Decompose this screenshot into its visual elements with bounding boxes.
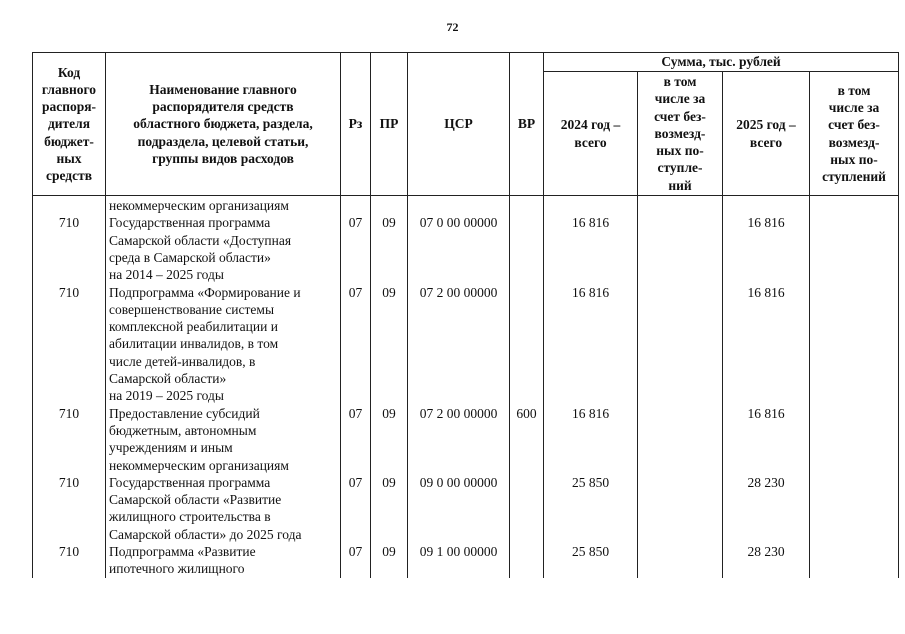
- row-rz: 07: [341, 543, 371, 578]
- row-2024-gratuitous: [638, 284, 723, 405]
- row-2025-gratuitous: [810, 405, 899, 474]
- row-2025-total: 16 816: [723, 284, 810, 405]
- row-2024-total: 25 850: [544, 474, 638, 543]
- table-body: [33, 196, 899, 578]
- row-code: 710: [33, 284, 106, 405]
- row-vr: 600: [510, 405, 544, 474]
- table-row: [33, 214, 899, 283]
- header-2025-total: 2025 год – всего: [723, 72, 810, 196]
- header-sum: Сумма, тыс. рублей: [544, 53, 899, 72]
- row-rz: 07: [341, 405, 371, 474]
- row-2025-total: 28 230: [723, 474, 810, 543]
- row-pr: 09: [371, 474, 408, 543]
- row-name: Предоставление субсидий бюджетным, автономным учреждениям и иным некоммерческим организациям: [106, 405, 341, 474]
- row-vr: [510, 284, 544, 405]
- header-2025-gratuitous: в том числе за счет без- возмезд- ных по- ступлений: [810, 72, 899, 196]
- row-rz: 07: [341, 474, 371, 543]
- continuation-row: [33, 196, 899, 215]
- row-csr: 07 2 00 00000: [408, 284, 510, 405]
- row-2025-gratuitous: [810, 474, 899, 543]
- row-name: Государственная программа Самарской области «Доступная среда в Самарской области» на 2014 – 2025 годы: [106, 214, 341, 283]
- row-code: 710: [33, 543, 106, 578]
- page-number: 72: [446, 20, 459, 34]
- row-2025-total: 16 816: [723, 405, 810, 474]
- row-2024-total: 16 816: [544, 284, 638, 405]
- row-2025-gratuitous: [810, 214, 899, 283]
- row-name: Подпрограмма «Формирование и совершенствование системы комплексной реабилитации и абилитации инвалидов, в том числе детей-инвалидов, в Самарской области» на 2019 – 2025 годы: [106, 284, 341, 405]
- row-csr: 09 1 00 00000: [408, 543, 510, 578]
- row-2025-total: 16 816: [723, 214, 810, 283]
- row-2025-gratuitous: [810, 543, 899, 578]
- row-rz: 07: [341, 284, 371, 405]
- row-vr: [510, 214, 544, 283]
- row-rz: 07: [341, 214, 371, 283]
- row-2025-gratuitous: [810, 284, 899, 405]
- row-name: Государственная программа Самарской области «Развитие жилищного строительства в Самарской области» до 2025 года: [106, 474, 341, 543]
- row-pr: 09: [371, 405, 408, 474]
- table-row: [33, 474, 899, 543]
- row-2025-total: 28 230: [723, 543, 810, 578]
- header-2024-total: 2024 год – всего: [544, 72, 638, 196]
- row-2024-total: 16 816: [544, 214, 638, 283]
- row-csr: 07 0 00 00000: [408, 214, 510, 283]
- row-pr: 09: [371, 543, 408, 578]
- row-vr: [510, 543, 544, 578]
- header-code: Код главного распоря- дителя бюджет- ных средств: [33, 53, 106, 196]
- table-row: [33, 543, 899, 578]
- header-2024-gratuitous: в том числе за счет без- возмезд- ных по- ступле- ний: [638, 72, 723, 196]
- row-pr: 09: [371, 214, 408, 283]
- header-pr: ПР: [371, 53, 408, 196]
- row-csr: 07 2 00 00000: [408, 405, 510, 474]
- table-header: [33, 53, 899, 196]
- header-name: Наименование главного распорядителя средств областного бюджета, раздела, подраздела, целевой статьи, группы видов расходов: [106, 53, 341, 196]
- header-vr: ВР: [510, 53, 544, 196]
- row-csr: 09 0 00 00000: [408, 474, 510, 543]
- budget-table: [32, 52, 899, 578]
- row-code: 710: [33, 405, 106, 474]
- row-2024-total: 16 816: [544, 405, 638, 474]
- row-2024-gratuitous: [638, 214, 723, 283]
- row-2024-gratuitous: [638, 474, 723, 543]
- table-row: [33, 405, 899, 474]
- row-2024-gratuitous: [638, 405, 723, 474]
- row-name: Подпрограмма «Развитие ипотечного жилищного: [106, 543, 341, 578]
- row-code: 710: [33, 214, 106, 283]
- row-2024-total: 25 850: [544, 543, 638, 578]
- header-csr: ЦСР: [408, 53, 510, 196]
- row-vr: [510, 474, 544, 543]
- row-2024-gratuitous: [638, 543, 723, 578]
- continuation-text: некоммерческим организациям: [106, 196, 341, 215]
- row-pr: 09: [371, 284, 408, 405]
- row-code: 710: [33, 474, 106, 543]
- table-row: [33, 284, 899, 405]
- header-rz: Рз: [341, 53, 371, 196]
